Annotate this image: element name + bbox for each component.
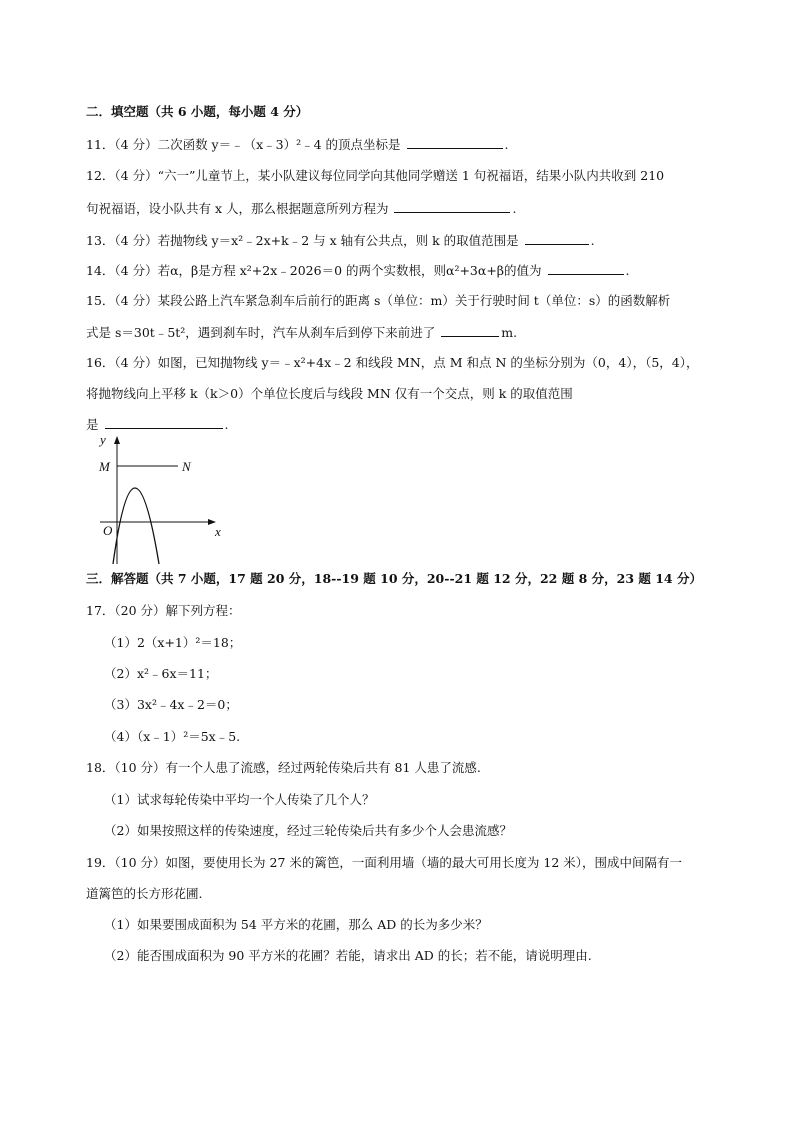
question-12-line2 — [86, 200, 516, 217]
q13-end: . — [590, 233, 595, 248]
question-16-line2: 将抛物线向上平移 k（k＞0）个单位长度后与线段 MN 仅有一个交点，则 k 的取值范围 — [86, 386, 573, 401]
question-17-part2: （2）x²﹣6x＝11； — [104, 666, 218, 681]
question-18-part2: （2）如果按照这样的传染速度，经过三轮传染后共有多少个人会患流感？ — [104, 823, 512, 838]
q12-end: . — [512, 201, 517, 216]
q14-answer-blank[interactable] — [548, 262, 624, 275]
question-12-line1: 12．（4 分）“六一”儿童节上，某小队建议每位同学向其他同学赠送 1 句祝福语，结果小队内共收到 210 — [86, 168, 665, 183]
question-17-part1: （1）2（x+1）²＝18； — [104, 635, 242, 650]
q11-answer-blank[interactable] — [407, 136, 503, 149]
q13-answer-blank[interactable] — [525, 232, 589, 245]
question-15-line2 — [86, 324, 517, 341]
section2-heading: 二．填空题（共 6 小题，每小题 4 分） — [86, 104, 309, 119]
q16-text: 是 — [86, 417, 99, 432]
question-15-line1: 15．（4 分）某段公路上汽车紧急刹车后前行的距离 s（单位：m）关于行驶时间 t（单位：s）的函数解析 — [86, 293, 671, 308]
y-axis-label: y — [100, 432, 106, 447]
question-19-line2: 道篱笆的长方形花圃. — [86, 886, 203, 901]
q16-end: . — [224, 417, 229, 432]
origin-label: O — [103, 523, 113, 538]
q16-answer-blank[interactable] — [105, 416, 223, 429]
question-11 — [86, 136, 509, 153]
q14-text: 14．（4 分）若α，β是方程 x²+2x﹣2026＝0 的两个实数根，则α²+3α+β的值为 — [86, 263, 542, 278]
q13-text: 13．（4 分）若抛物线 y＝x²﹣2x+k﹣2 与 x 轴有公共点，则 k 的取值范围是 — [86, 233, 519, 248]
question-18-title: 18．（10 分）有一个人患了流感，经过两轮传染后共有 81 人患了流感. — [86, 760, 481, 775]
q12-answer-blank[interactable] — [394, 200, 510, 213]
question-18-part1: （1）试求每轮传染中平均一个人传染了几个人？ — [104, 792, 375, 807]
point-m-label: M — [99, 459, 110, 474]
question-16-line1: 16．（4 分）如图，已知抛物线 y＝﹣x²+4x﹣2 和线段 MN，点 M 和点 N 的坐标分别为（0，4），（5，4）， — [86, 355, 699, 370]
q14-end: . — [625, 263, 630, 278]
question-17-part3: （3）3x²﹣4x﹣2＝0； — [104, 697, 238, 712]
question-19-line1: 19．（10 分）如图，要使用长为 27 米的篱笆，一面利用墙（墙的最大可用长度为 12 米），围成中间隔有一 — [86, 855, 682, 870]
q12-text: 句祝福语，设小队共有 x 人，那么根据题意所列方程为 — [86, 201, 389, 216]
q11-text: 11．（4 分）二次函数 y＝﹣（x﹣3）²﹣4 的顶点坐标是 — [86, 137, 401, 152]
q15-end: m. — [501, 325, 518, 340]
question-17-title: 17．（20 分）解下列方程： — [86, 603, 241, 618]
q11-end: . — [504, 137, 509, 152]
question-19-part2: （2）能否围成面积为 90 平方米的花圃？若能，请求出 AD 的长；若不能，请说明理由. — [104, 948, 592, 963]
parabola-curve — [113, 488, 159, 564]
x-axis-label: x — [215, 524, 221, 539]
y-axis-arrow — [114, 436, 120, 444]
parabola-figure — [86, 430, 226, 566]
question-13 — [86, 232, 595, 249]
section3-heading: 三．解答题（共 7 小题，17 题 20 分，18--19 题 10 分，20--21 题 12 分，22 题 8 分，23 题 14 分） — [86, 571, 702, 586]
question-17-part4: （4）（x﹣1）²＝5x﹣5. — [104, 729, 241, 744]
question-14 — [86, 262, 630, 279]
question-19-part1: （1）如果要围成面积为 54 平方米的花圃，那么 AD 的长为多少米？ — [104, 917, 488, 932]
point-n-label: N — [182, 459, 191, 474]
q15-answer-blank[interactable] — [441, 324, 499, 337]
q15-text: 式是 s＝30t﹣5t²，遇到刹车时，汽车从刹车后到停下来前进了 — [86, 325, 436, 340]
